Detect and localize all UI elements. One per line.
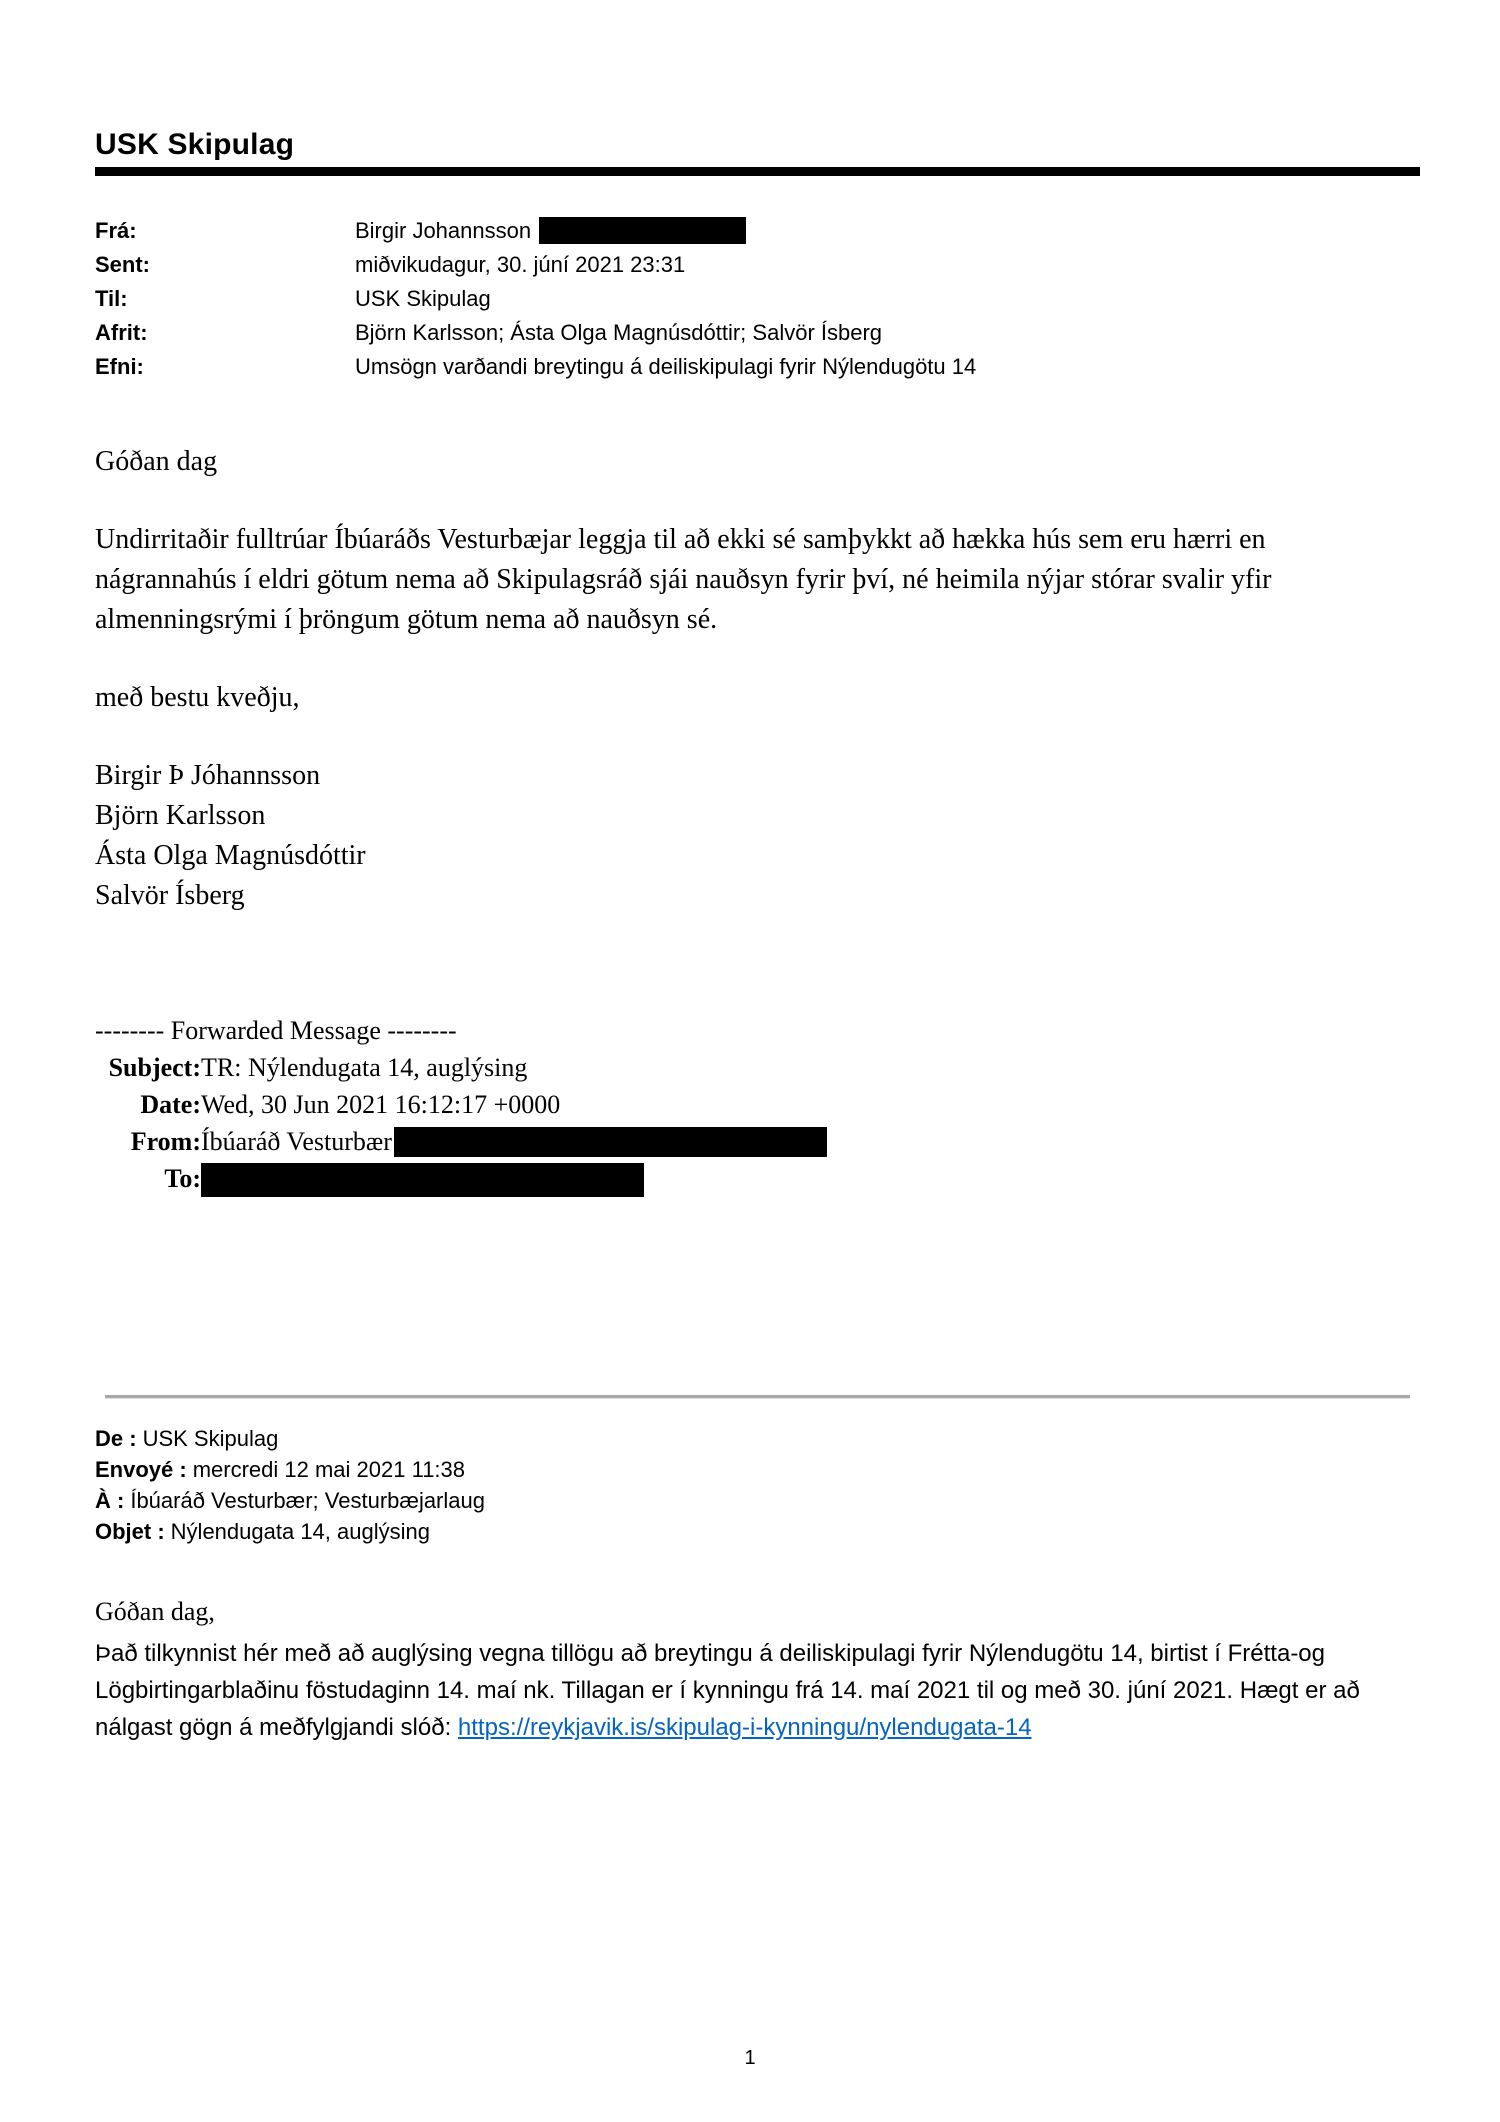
field-row-fra	[95, 214, 1420, 248]
fr-value-de: USK Skipulag	[142, 1426, 279, 1452]
quoted-header-fields	[95, 1423, 1420, 1547]
quoted-greeting: Góðan dag,	[95, 1597, 215, 1627]
signature-name: Salvör Ísberg	[95, 880, 245, 911]
field-value-afrit: Björn Karlsson; Ásta Olga Magnúsdóttir; Salvör Ísberg	[355, 320, 883, 345]
email-header-fields	[95, 214, 1420, 384]
fr-label-de: De :	[95, 1426, 137, 1452]
field-row-sent	[95, 248, 1420, 282]
field-row-efni	[95, 350, 1420, 384]
field-label-sent: Sent:	[95, 252, 150, 277]
field-value-til: USK Skipulag	[355, 286, 491, 311]
page-number: 1	[744, 2047, 756, 2069]
signature-name: Ásta Olga Magnúsdóttir	[95, 840, 366, 871]
fr-value-a: Íbúaráð Vesturbær; Vesturbæjarlaug	[130, 1488, 485, 1514]
fwd-label-subject: Subject:	[108, 1053, 201, 1082]
field-value-efni: Umsögn varðandi breytingu á deiliskipulagi fyrir Nýlendugötu 14	[355, 354, 977, 379]
fr-row-envoye	[95, 1454, 1420, 1485]
forwarded-separator: -------- Forwarded Message --------	[95, 1016, 457, 1045]
reykjavik-skipulag-link[interactable]: https://reykjavik.is/skipulag-i-kynningu/nylendugata-14	[457, 1714, 1032, 1742]
signature-name: Birgir Þ Jóhannsson	[95, 760, 321, 791]
sender-name: Birgir Johannsson	[355, 218, 532, 243]
message-body	[95, 446, 1420, 916]
fwd-value-date: Wed, 30 Jun 2021 16:12:17 +0000	[201, 1090, 561, 1119]
field-row-til	[95, 282, 1420, 316]
fr-label-a: À :	[95, 1488, 125, 1514]
fr-row-objet	[95, 1516, 1420, 1547]
field-value-fra	[355, 214, 746, 248]
fr-row-de	[95, 1423, 1420, 1454]
redaction-box	[539, 217, 746, 244]
fr-label-objet: Objet :	[95, 1519, 165, 1545]
fr-row-a	[95, 1485, 1420, 1516]
field-label-fra: Frá:	[95, 218, 137, 243]
fwd-row-from	[95, 1123, 1420, 1160]
fwd-label-from: From:	[130, 1127, 201, 1156]
fwd-row-to	[95, 1160, 1420, 1197]
fr-value-envoye: mercredi 12 mai 2021 11:38	[192, 1457, 466, 1483]
fwd-value-subject: TR: Nýlendugata 14, auglýsing	[201, 1053, 528, 1082]
redaction-box	[201, 1163, 644, 1197]
field-label-til: Til:	[95, 286, 128, 311]
quoted-body-paragraph	[95, 1635, 1420, 1746]
title-rule	[95, 167, 1420, 176]
field-value-sent: miðvikudagur, 30. júní 2021 23:31	[355, 252, 686, 277]
field-label-efni: Efni:	[95, 354, 144, 379]
quoted-paragraph-text: Það tilkynnist hér með að auglýsing vegna tillögu að breytingu á deiliskipulagi fyrir Nýlendugötu 14, birtist í Frétta-og Lögbirtingarblaðinu föstudaginn 14. maí nk. Tillagan er í kynningu frá 14. maí 2021 til og með 30. júní 2021. Hægt er að nálgast gögn á meðfylgjandi slóð:	[95, 1640, 1360, 1742]
fwd-value-to	[201, 1160, 644, 1197]
field-label-afrit: Afrit:	[95, 320, 148, 345]
redaction-box	[394, 1127, 827, 1157]
forwarded-message-block	[95, 1012, 1420, 1197]
signature-name: Björn Karlsson	[95, 800, 266, 831]
fr-value-objet: Nýlendugata 14, auglýsing	[170, 1519, 430, 1545]
signature-block	[95, 756, 1420, 916]
field-row-afrit	[95, 316, 1420, 350]
page-title: USK Skipulag	[95, 128, 295, 161]
message-divider	[105, 1395, 1410, 1399]
fr-label-envoye: Envoyé :	[95, 1457, 187, 1483]
fwd-row-date	[95, 1086, 1420, 1123]
body-paragraph: Undirritaðir fulltrúar Íbúaráðs Vesturbæjar leggja til að ekki sé samþykkt að hækka hús sem eru hærri en nágrannahús í eldri götum nema að Skipulagsráð sjái nauðsyn fyrir því, né heimila nýjar stórar svalir yfir almenningsrými í þröngum götum nema að nauðsyn sé.	[95, 524, 1272, 635]
fwd-from-name: Íbúaráð Vesturbær	[201, 1127, 392, 1156]
fwd-row-subject	[95, 1049, 1420, 1086]
fwd-label-date: Date:	[140, 1090, 201, 1119]
greeting-text: Góðan dag	[95, 446, 218, 477]
closing-text: með bestu kveðju,	[95, 682, 300, 713]
fwd-value-from	[201, 1123, 827, 1160]
fwd-label-to: To:	[164, 1164, 201, 1193]
